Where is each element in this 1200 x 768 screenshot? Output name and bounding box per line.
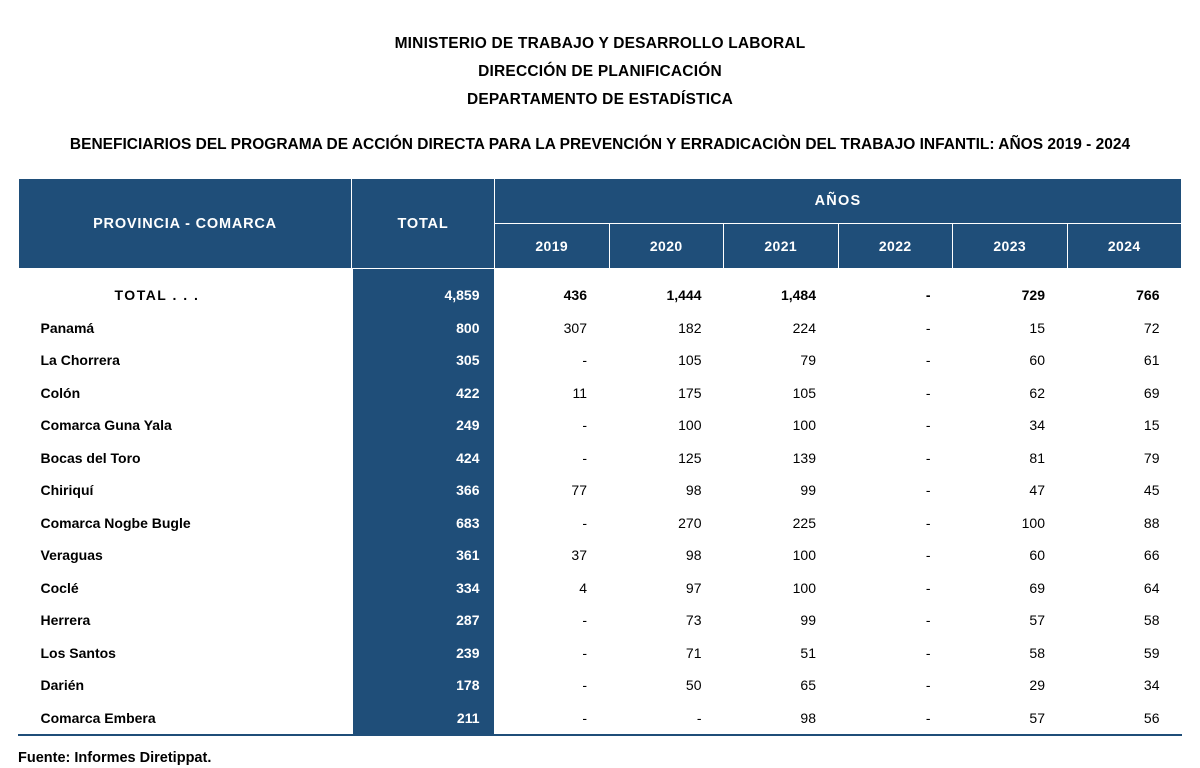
table-row xyxy=(19,312,1182,345)
cell-2024: 766 xyxy=(1136,287,1160,304)
spacer-cell xyxy=(609,269,724,280)
cell-2024: 15 xyxy=(1143,417,1160,434)
cell-2023: 29 xyxy=(1029,677,1045,694)
cell-2023: 729 xyxy=(1021,287,1045,304)
department-line: DEPARTAMENTO DE ESTADÍSTICA xyxy=(466,91,734,108)
cell-2020: 98 xyxy=(685,547,702,564)
cell-2022: - xyxy=(925,319,931,336)
cell-2021: 99 xyxy=(800,612,816,629)
table-head xyxy=(19,179,1182,269)
col-header-year-2024: 2024 xyxy=(1067,224,1182,269)
col-header-total: TOTAL xyxy=(352,179,495,269)
table-row xyxy=(19,474,1182,507)
cell-2024: 88 xyxy=(1143,514,1160,531)
cell-2020: 71 xyxy=(685,644,702,661)
spacer-cell xyxy=(19,269,352,280)
table-row xyxy=(19,669,1182,702)
cell-2020: 182 xyxy=(678,319,702,336)
col-header-year-2019: 2019 xyxy=(495,224,610,269)
table-row xyxy=(19,442,1182,475)
cell-2024: 72 xyxy=(1143,319,1160,336)
cell-2019: - xyxy=(582,709,587,726)
cell-2022: - xyxy=(925,482,931,499)
report-title: BENEFICIARIOS DEL PROGRAMA DE ACCIÓN DIRECTA PARA LA PREVENCIÓN Y ERRADICACIÒN DEL TRABAJO INFANTIL: AÑOS 2019 - 2024 xyxy=(69,136,1131,153)
cell-2021: 225 xyxy=(792,514,816,531)
cell-2020: 50 xyxy=(685,677,702,694)
cell-2023: 62 xyxy=(1029,384,1045,401)
cell-2019: 436 xyxy=(563,287,587,304)
row-total: 361 xyxy=(352,539,495,572)
cell-2020: 270 xyxy=(678,514,702,531)
spacer-cell xyxy=(1067,269,1182,280)
table-row xyxy=(19,637,1182,670)
row-label: Coclé xyxy=(40,579,79,596)
cell-2021: 100 xyxy=(792,579,816,596)
spacer-total-cell xyxy=(352,269,495,280)
table-row xyxy=(19,539,1182,572)
spacer-row xyxy=(19,269,1182,280)
cell-2021: 105 xyxy=(792,384,816,401)
table-row xyxy=(19,507,1182,540)
row-label: TOTAL . . . xyxy=(114,287,200,304)
cell-2020: 73 xyxy=(685,612,702,629)
cell-2022: - xyxy=(925,709,931,726)
cell-2021: 100 xyxy=(792,417,816,434)
table-body xyxy=(19,269,1182,735)
source-note: Fuente: Informes Diretippat. xyxy=(18,750,212,766)
table-row-total xyxy=(19,279,1182,312)
table-row xyxy=(19,572,1182,605)
ministry-line: MINISTERIO DE TRABAJO Y DESARROLLO LABORAL xyxy=(394,35,806,52)
cell-2021: 139 xyxy=(792,449,816,466)
row-label: Comarca Nogbe Bugle xyxy=(40,514,191,531)
cell-2019: - xyxy=(582,644,587,661)
cell-2024: 34 xyxy=(1143,677,1160,694)
row-total: 249 xyxy=(352,409,495,442)
row-total: 305 xyxy=(352,344,495,377)
col-header-year-2022: 2022 xyxy=(838,224,953,269)
spacer-cell xyxy=(953,269,1068,280)
cell-2020: 175 xyxy=(678,384,702,401)
table-row xyxy=(19,344,1182,377)
cell-2020: - xyxy=(696,709,702,726)
row-total: 4,859 xyxy=(352,279,495,312)
cell-2023: 57 xyxy=(1029,612,1045,629)
row-total: 239 xyxy=(352,637,495,670)
cell-2022: - xyxy=(925,547,931,564)
cell-2019: 307 xyxy=(563,319,587,336)
institution-headings xyxy=(0,0,1200,114)
table-row xyxy=(19,702,1182,735)
table-container xyxy=(0,178,1200,734)
cell-2019: 37 xyxy=(571,547,587,564)
cell-2022: - xyxy=(925,417,931,434)
cell-2023: 60 xyxy=(1029,352,1045,369)
cell-2024: 66 xyxy=(1143,547,1160,564)
table-bottom-rule xyxy=(18,734,1182,736)
row-label: Panamá xyxy=(40,319,95,336)
row-label: Comarca Guna Yala xyxy=(40,417,172,434)
table-row xyxy=(19,409,1182,442)
cell-2019: 4 xyxy=(579,579,587,596)
row-label: Darién xyxy=(40,677,85,694)
row-label: Bocas del Toro xyxy=(40,449,141,466)
cell-2021: 224 xyxy=(792,319,816,336)
row-total: 334 xyxy=(352,572,495,605)
spacer-cell xyxy=(838,269,953,280)
cell-2023: 60 xyxy=(1029,547,1045,564)
cell-2023: 15 xyxy=(1029,319,1045,336)
row-total: 366 xyxy=(352,474,495,507)
cell-2022: - xyxy=(925,449,931,466)
cell-2022: - xyxy=(925,644,931,661)
row-total: 178 xyxy=(352,669,495,702)
cell-2022: - xyxy=(925,579,931,596)
cell-2021: 100 xyxy=(792,547,816,564)
cell-2023: 81 xyxy=(1029,449,1045,466)
cell-2022: - xyxy=(925,384,931,401)
beneficiaries-table xyxy=(18,178,1182,734)
cell-2021: 79 xyxy=(800,352,816,369)
cell-2022: - xyxy=(925,352,931,369)
direction-line: DIRECCIÓN DE PLANIFICACIÓN xyxy=(478,63,722,80)
spacer-cell xyxy=(495,269,610,280)
cell-2019: 77 xyxy=(571,482,587,499)
cell-2020: 98 xyxy=(685,482,702,499)
cell-2019: - xyxy=(582,417,587,434)
cell-2020: 97 xyxy=(685,579,702,596)
row-total: 287 xyxy=(352,604,495,637)
cell-2024: 58 xyxy=(1143,612,1160,629)
cell-2022: - xyxy=(925,287,931,304)
cell-2019: - xyxy=(582,677,587,694)
table-row xyxy=(19,604,1182,637)
cell-2019: - xyxy=(582,514,587,531)
cell-2023: 34 xyxy=(1029,417,1045,434)
row-label: Veraguas xyxy=(40,547,103,564)
cell-2021: 65 xyxy=(800,677,816,694)
row-label: La Chorrera xyxy=(40,352,120,369)
cell-2022: - xyxy=(925,514,931,531)
row-label: Comarca Embera xyxy=(40,709,156,726)
cell-2020: 105 xyxy=(678,352,702,369)
cell-2023: 58 xyxy=(1029,644,1045,661)
cell-2024: 56 xyxy=(1143,709,1160,726)
cell-2024: 45 xyxy=(1143,482,1160,499)
cell-2022: - xyxy=(925,677,931,694)
row-total: 422 xyxy=(352,377,495,410)
cell-2021: 51 xyxy=(800,644,816,661)
cell-2024: 79 xyxy=(1143,449,1160,466)
cell-2020: 1,444 xyxy=(666,287,702,304)
header-row-1 xyxy=(19,179,1182,224)
cell-2020: 100 xyxy=(678,417,702,434)
col-header-province: PROVINCIA - COMARCA xyxy=(19,179,352,269)
cell-2024: 61 xyxy=(1143,352,1160,369)
cell-2023: 69 xyxy=(1029,579,1045,596)
cell-2023: 47 xyxy=(1029,482,1045,499)
row-label: Chiriquí xyxy=(40,482,94,499)
col-header-year-2021: 2021 xyxy=(724,224,839,269)
table-row xyxy=(19,377,1182,410)
col-header-year-2020: 2020 xyxy=(609,224,724,269)
cell-2023: 57 xyxy=(1029,709,1045,726)
row-total: 211 xyxy=(352,702,495,735)
cell-2024: 64 xyxy=(1143,579,1160,596)
cell-2024: 69 xyxy=(1143,384,1160,401)
row-total: 800 xyxy=(352,312,495,345)
row-total: 683 xyxy=(352,507,495,540)
col-header-year-2023: 2023 xyxy=(953,224,1068,269)
cell-2024: 59 xyxy=(1143,644,1160,661)
row-label: Los Santos xyxy=(40,644,116,661)
col-header-years-group: AÑOS xyxy=(495,179,1182,224)
row-label: Herrera xyxy=(40,612,91,629)
row-label: Colón xyxy=(40,384,81,401)
cell-2019: - xyxy=(582,449,587,466)
cell-2020: 125 xyxy=(678,449,702,466)
row-total: 424 xyxy=(352,442,495,475)
cell-2023: 100 xyxy=(1021,514,1045,531)
cell-2019: 11 xyxy=(572,384,587,401)
cell-2019: - xyxy=(582,612,587,629)
cell-2019: - xyxy=(582,352,587,369)
cell-2021: 98 xyxy=(800,709,816,726)
cell-2021: 99 xyxy=(800,482,816,499)
cell-2021: 1,484 xyxy=(780,287,816,304)
spacer-cell xyxy=(724,269,839,280)
cell-2022: - xyxy=(925,612,931,629)
